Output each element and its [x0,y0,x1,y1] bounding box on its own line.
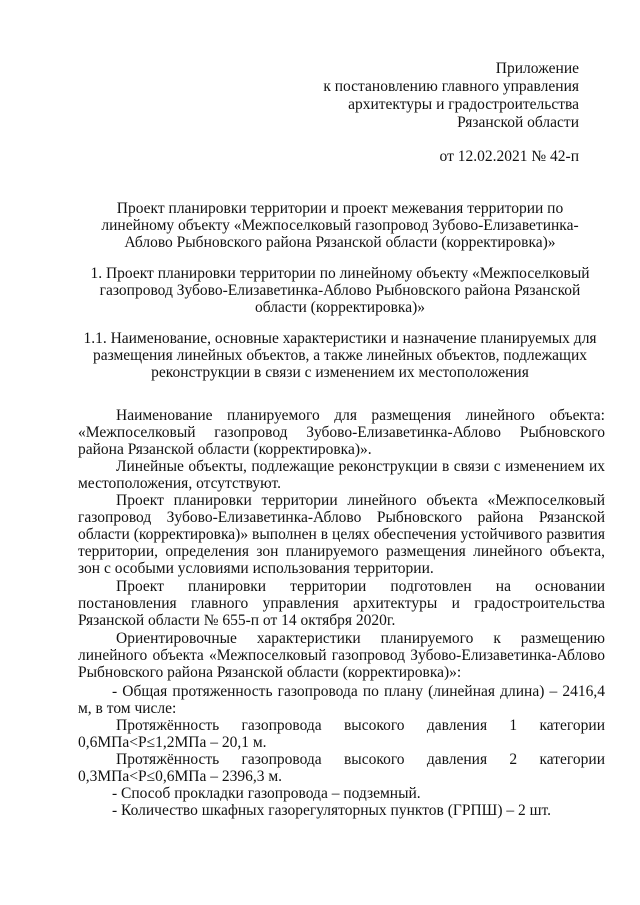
resolution-date-number: от 12.02.2021 № 42-п [439,148,579,165]
appendix-line: Рязанской области [457,114,579,131]
document-title: Проект планировки территории и проект межевания территории по линейному объекту «Межпоселковый газопровод Зубово-Елизаветинка-Аблово Рыбновского района Рязанской области (корректировка)» [101,200,579,251]
paragraph-text: Ориентировочные характеристики планируемого к размещению линейного объекта «Межпоселковый газопровод Зубово-Елизаветинка-Аблово Рыбновского района Рязанской области (корректировка)»: [78,630,605,681]
list-item-text: Протяжённость газопровода высокого давления 2 категории 0,3МПа<Р≤0,6МПа – 2396,3 м. [78,751,605,785]
list-item-grpsh-count [78,802,605,819]
paragraph-reconstruction [78,458,605,492]
section-1-heading: 1. Проект планировки территории по линейному объекту «Межпоселковый газопровод Зубово-Елизаветинка-Аблово Рыбновского района Рязанской области (корректировка)» [90,265,590,316]
appendix-line: Приложение [495,60,579,77]
list-item-text: Протяжённость газопровода высокого давления 1 категории 0,6МПа<Р≤1,2МПа – 20,1 м. [78,717,605,751]
appendix-line: архитектуры и градостроительства [348,96,579,113]
paragraph-characteristics [78,630,605,681]
paragraph-purpose [78,492,605,577]
list-item-text: - Способ прокладки газопровода – подземный. [112,785,421,802]
paragraph-basis [78,578,605,629]
paragraph-text: Проект планировки территории подготовлен на основании постановления главного управления архитектуры и градостроительства Рязанской области № 655-п от 14 октября 2020г. [78,578,605,629]
list-item-total-length [78,683,605,717]
list-item-laying-method [78,785,605,802]
paragraph-text: Линейные объекты, подлежащие реконструкции в связи с изменением их местоположения, отсутствуют. [78,458,605,492]
paragraph-text: Проект планировки территории линейного объекта «Межпоселковый газопровод Зубово-Елизаветинка-Аблово Рыбновского района Рязанской области (корректировка)» выполнен в целях обеспечения устойчивого развития территории, определения зон планируемого размещения линейного объекта, зон с особыми условиями использования территории. [78,492,605,577]
appendix-line: к постановлению главного управления [323,78,579,95]
list-item-high-pressure-1 [78,717,605,751]
paragraph-object-name [78,407,605,458]
list-item-text: - Общая протяженность газопровода по плану (линейная длина) – 2416,4 м, в том числе: [78,683,605,717]
section-1-1-heading: 1.1. Наименование, основные характеристики и назначение планируемых для размещения линейных объектов, а также линейных объектов, подлежащих реконструкции в связи с изменением их местоположения [83,330,597,381]
appendix-header [323,60,579,132]
list-item-high-pressure-2 [78,751,605,785]
list-item-text: - Количество шкафных газорегуляторных пунктов (ГРПШ) – 2 шт. [112,802,552,819]
paragraph-text: Наименование планируемого для размещения линейного объекта: «Межпоселковый газопровод Зубово-Елизаветинка-Аблово Рыбновского района Рязанской области (корректировка)». [78,407,605,458]
